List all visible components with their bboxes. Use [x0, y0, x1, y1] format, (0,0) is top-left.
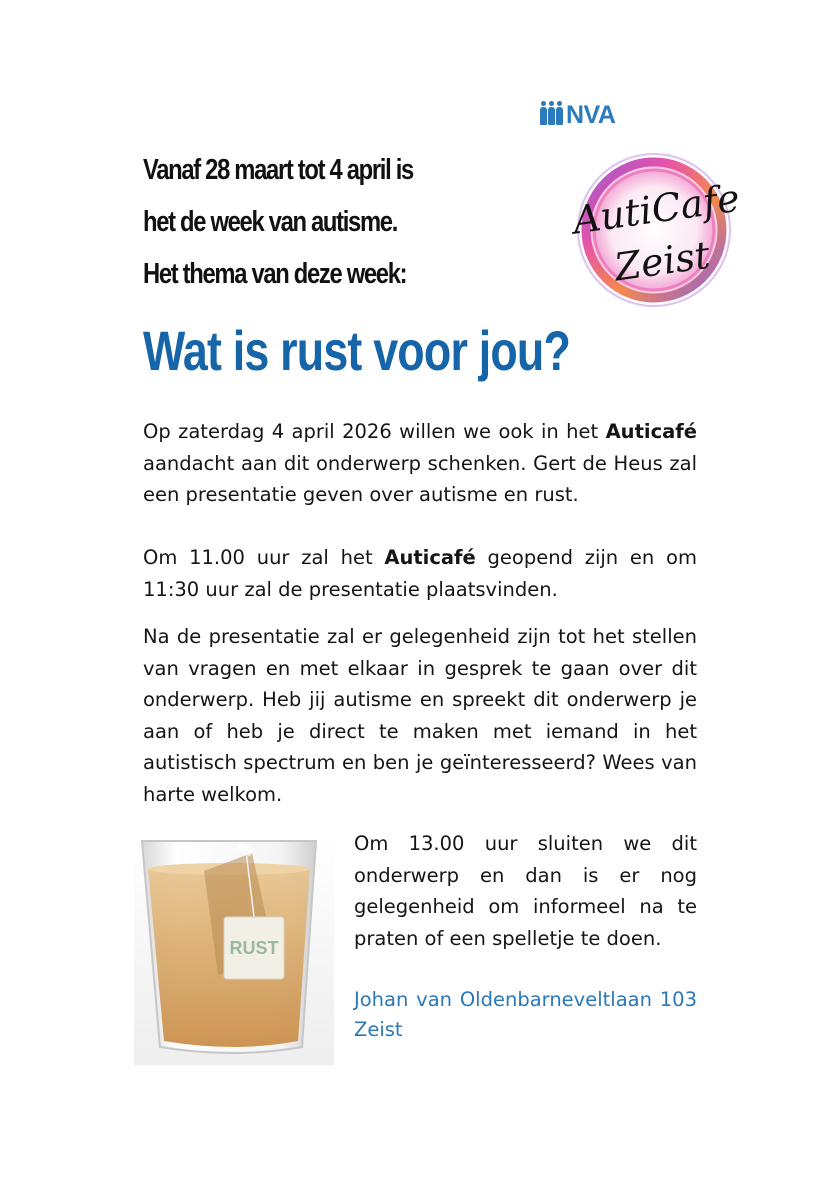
paragraph-date [143, 416, 697, 511]
headline: Wat is rust voor jou? [143, 319, 571, 382]
paragraph-text: geopend zijn en om 11:30 uur zal de presentatie plaatsvinden. [143, 546, 697, 601]
intro-text [143, 144, 523, 300]
intro-line: Het thema van deze week: [143, 258, 407, 290]
auticafe-zeist-logo [558, 150, 758, 310]
intro-line: het de week van autisme. [143, 206, 397, 238]
paragraph-text: Om 11.00 uur zal het [143, 546, 385, 569]
paragraph-bold: Auticafé [605, 420, 697, 443]
logo-subtitle-text: Zeist [611, 232, 713, 290]
paragraph-times [143, 542, 697, 605]
nva-logo-text: NVA [566, 101, 616, 129]
people-icon [540, 107, 563, 125]
paragraph-questions: Na de presentatie zal er gelegenheid zijn tot het stellen van vragen en met elkaar in gesprek te gaan over dit onderwerp. Heb jij autisme en spreekt dit onderwerp je aan of heb je direct te maken met iemand in het autistisch spectrum en ben je geïnteresseerd? Wees van harte welkom. [143, 625, 697, 806]
paragraph-text: Op zaterdag 4 april 2026 willen we ook in het [143, 420, 606, 443]
paragraph-bold: Auticafé [384, 546, 476, 569]
address: Johan van Oldenbarneveltlaan 103 Zeist [354, 988, 697, 1041]
intro-line: Vanaf 28 maart tot 4 april is [143, 154, 413, 186]
tea-glass-image [134, 833, 334, 1065]
nva-logo [540, 103, 615, 128]
paragraph-text: aandacht aan dit onderwerp schenken. Gert de Heus zal een presentatie geven over autisme en rust. [143, 451, 697, 506]
tea-tag-label: RUST [229, 938, 279, 958]
logo-title-text: AutiCafe [570, 175, 743, 243]
paragraph-closing: Om 13.00 uur sluiten we dit onderwerp en dan is er nog gelegenheid om informeel na te praten of een spelletje te doen. [354, 832, 697, 950]
